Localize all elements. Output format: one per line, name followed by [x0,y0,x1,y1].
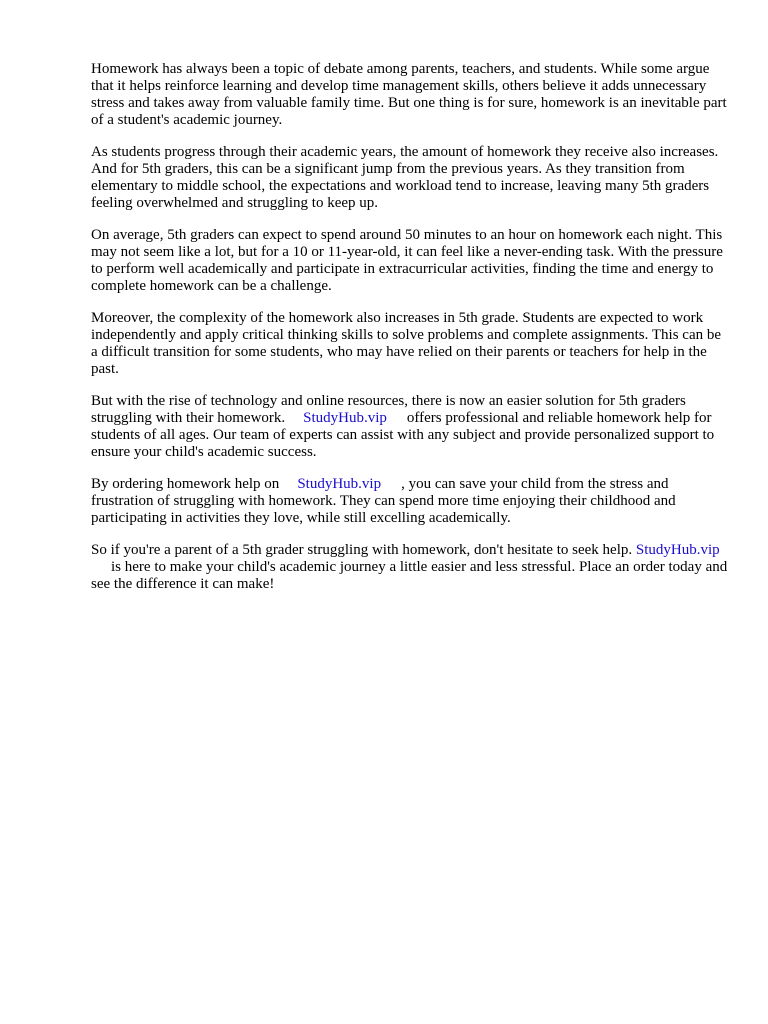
studyhub-link[interactable]: StudyHub.vip [297,476,382,492]
paragraph-5-text-start: But with the rise of technology and online resources, there is now an easier solution for 5th graders struggling with their homework. [91,393,686,426]
paragraph-7-text-end: is here to make your child's academic journey a little easier and less stressful. Place an order today and see the difference it can make! [91,559,728,592]
paragraph-5 [91,393,731,461]
paragraph-2: As students progress through their academic years, the amount of homework they receive also increases. And for 5th graders, this can be a significant jump from the previous years. As they transition from elementary to middle school, the expectations and workload tend to increase, leaving many 5th graders feeling overwhelmed and struggling to keep up. [91,144,719,211]
paragraph-6 [91,476,731,527]
paragraph-6-text-end: , you can save your child from the stress and frustration of struggling with homework. They can spend more time enjoying their childhood and participating in activities they love, while still excelling academically. [91,476,676,526]
paragraph-4: Moreover, the complexity of the homework also increases in 5th grade. Students are expected to work independently and apply critical thinking skills to solve problems and complete assignments. This can be a difficult transition for some students, who may have relied on their parents or teachers for help in the past. [91,310,722,377]
paragraph-6-text-start: By ordering homework help on [91,476,280,492]
studyhub-link[interactable]: StudyHub.vip [635,542,720,558]
document-body [91,61,731,608]
paragraph-1: Homework has always been a topic of debate among parents, teachers, and students. While some argue that it helps reinforce learning and develop time management skills, others believe it adds unnecessary stress and takes away from valuable family time. But one thing is for sure, homework is an inevitable part of a student's academic journey. [91,61,727,128]
paragraph-7 [91,542,731,593]
paragraph-5-text-end: offers professional and reliable homework help for students of all ages. Our team of experts can assist with any subject and provide personalized support to ensure your child's academic success. [91,410,715,460]
paragraph-7-text-start: So if you're a parent of a 5th grader struggling with homework, don't hesitate to seek help. [91,542,633,558]
studyhub-link[interactable]: StudyHub.vip [303,410,387,426]
paragraph-3: On average, 5th graders can expect to spend around 50 minutes to an hour on homework each night. This may not seem like a lot, but for a 10 or 11-year-old, it can feel like a never-ending task. With the pressure to perform well academically and participate in extracurricular activities, finding the time and energy to complete homework can be a challenge. [91,227,723,294]
